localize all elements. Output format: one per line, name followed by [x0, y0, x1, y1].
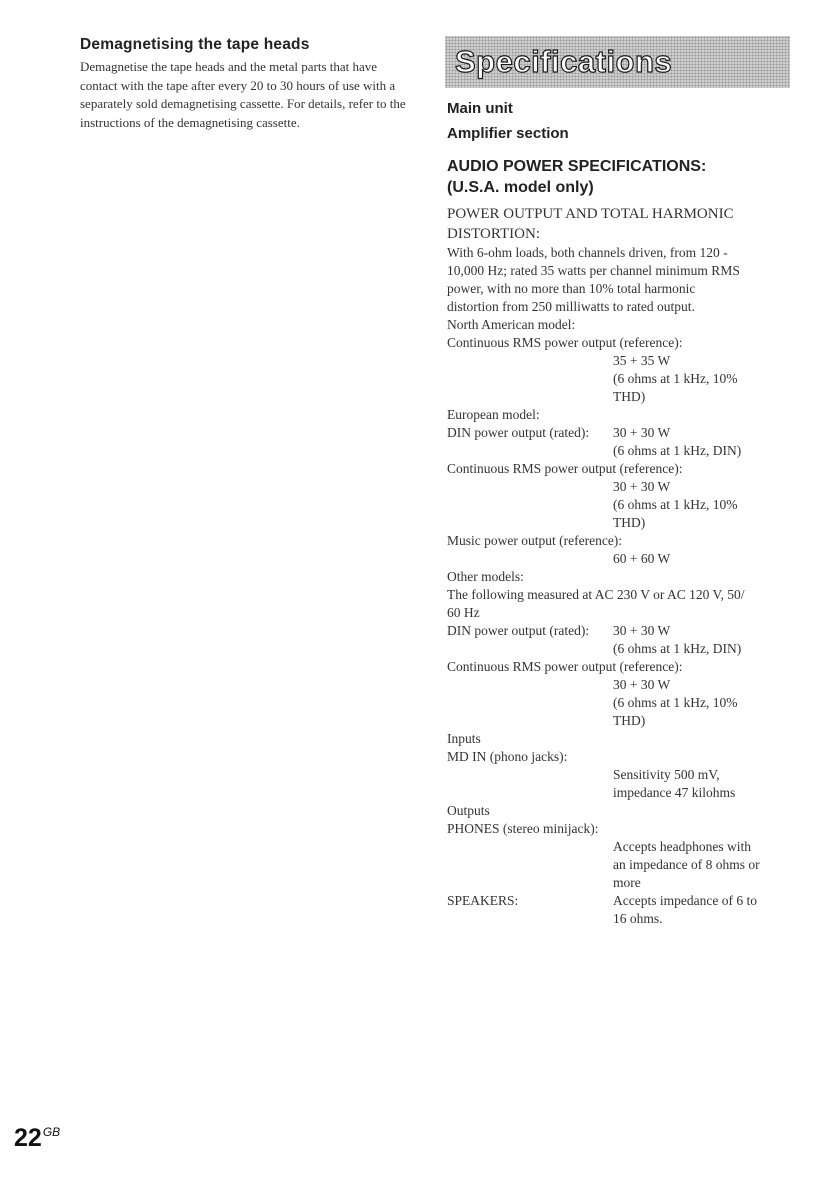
speakers-label: SPEAKERS:: [447, 893, 519, 908]
eu-cont-cond-1: (6 ohms at 1 kHz, 10%: [613, 497, 738, 512]
demagnetising-section: [80, 36, 410, 132]
speakers-value-2: 16 ohms.: [613, 911, 663, 926]
ot-din-value: 30 + 30 W: [613, 623, 671, 638]
usa-text-4: distortion from 250 milliwatts to rated output.: [447, 299, 695, 314]
na-cont-cond-1: (6 ohms at 1 kHz, 10%: [613, 371, 738, 386]
demagnetising-paragraph: Demagnetise the tape heads and the metal parts that have contact with the tape after every 20 to 30 hours of use with a separately sold demagnetising cassette. For details, refer to the instructions of the demagnetising cassette.: [80, 59, 406, 130]
power-output-line-1: POWER OUTPUT AND TOTAL HARMONIC: [447, 206, 734, 222]
phones-value-3: more: [613, 875, 641, 890]
ot-din-label: DIN power output (rated):: [447, 623, 590, 638]
na-cont-cond-2: THD): [613, 389, 646, 404]
other-text-2: 60 Hz: [447, 605, 480, 620]
phones-value-1: Accepts headphones with: [613, 839, 751, 854]
eu-din-cond: (6 ohms at 1 kHz, DIN): [613, 443, 742, 458]
page-number-suffix: GB: [42, 1125, 61, 1139]
eu-din-label: DIN power output (rated):: [447, 425, 590, 440]
eu-cont-cond-2: THD): [613, 515, 646, 530]
phones-value-2: an impedance of 8 ohms or: [613, 857, 760, 872]
audio-power-line-2: (U.S.A. model only): [447, 179, 594, 196]
audio-power-heading: [447, 156, 790, 198]
speakers-row: [447, 892, 790, 910]
ot-din-row: [447, 622, 790, 640]
amplifier-section-heading: Amplifier section: [447, 125, 569, 142]
ot-cont-cond-1: (6 ohms at 1 kHz, 10%: [613, 695, 738, 710]
md-in-value-2: impedance 47 kilohms: [613, 785, 736, 800]
na-cont-value: 35 + 35 W: [613, 353, 671, 368]
eu-din-value: 30 + 30 W: [613, 425, 671, 440]
power-output-line-2: DISTORTION:: [447, 226, 540, 242]
speakers-value-1: Accepts impedance of 6 to: [613, 893, 757, 908]
eu-din-row: [447, 424, 790, 442]
usa-text-2: 10,000 Hz; rated 35 watts per channel minimum RMS: [447, 263, 740, 278]
audio-power-line-1: AUDIO POWER SPECIFICATIONS:: [447, 158, 707, 175]
other-text-1: The following measured at AC 230 V or AC 120 V, 50/: [447, 587, 745, 602]
na-cont-label: Continuous RMS power output (reference):: [447, 335, 683, 350]
phones-label: PHONES (stereo minijack):: [447, 821, 599, 836]
usa-text-3: power, with no more than 10% total harmonic: [447, 281, 696, 296]
ot-cont-label: Continuous RMS power output (reference):: [447, 659, 683, 674]
eu-music-label: Music power output (reference):: [447, 533, 623, 548]
outputs-label: Outputs: [447, 803, 490, 818]
specifications-banner: [445, 36, 790, 88]
other-models-label: Other models:: [447, 569, 524, 584]
eu-cont-value: 30 + 30 W: [613, 479, 671, 494]
demagnetising-heading: Demagnetising the tape heads: [80, 36, 310, 53]
md-in-label: MD IN (phono jacks):: [447, 749, 568, 764]
page-number: [14, 1124, 60, 1153]
eu-cont-label: Continuous RMS power output (reference):: [447, 461, 683, 476]
page-number-value: 22: [14, 1124, 42, 1152]
spec-body: [447, 204, 790, 928]
eu-music-value: 60 + 60 W: [613, 551, 671, 566]
ot-cont-cond-2: THD): [613, 713, 646, 728]
specifications-title: Specifications: [455, 44, 673, 79]
md-in-value-1: Sensitivity 500 mV,: [613, 767, 720, 782]
european-label: European model:: [447, 407, 540, 422]
ot-din-cond: (6 ohms at 1 kHz, DIN): [613, 641, 742, 656]
ot-cont-value: 30 + 30 W: [613, 677, 671, 692]
main-unit-heading: Main unit: [447, 100, 513, 117]
inputs-label: Inputs: [447, 731, 481, 746]
usa-text-1: With 6-ohm loads, both channels driven, from 120 -: [447, 245, 728, 260]
specifications-section: [445, 36, 790, 928]
north-american-label: North American model:: [447, 317, 576, 332]
